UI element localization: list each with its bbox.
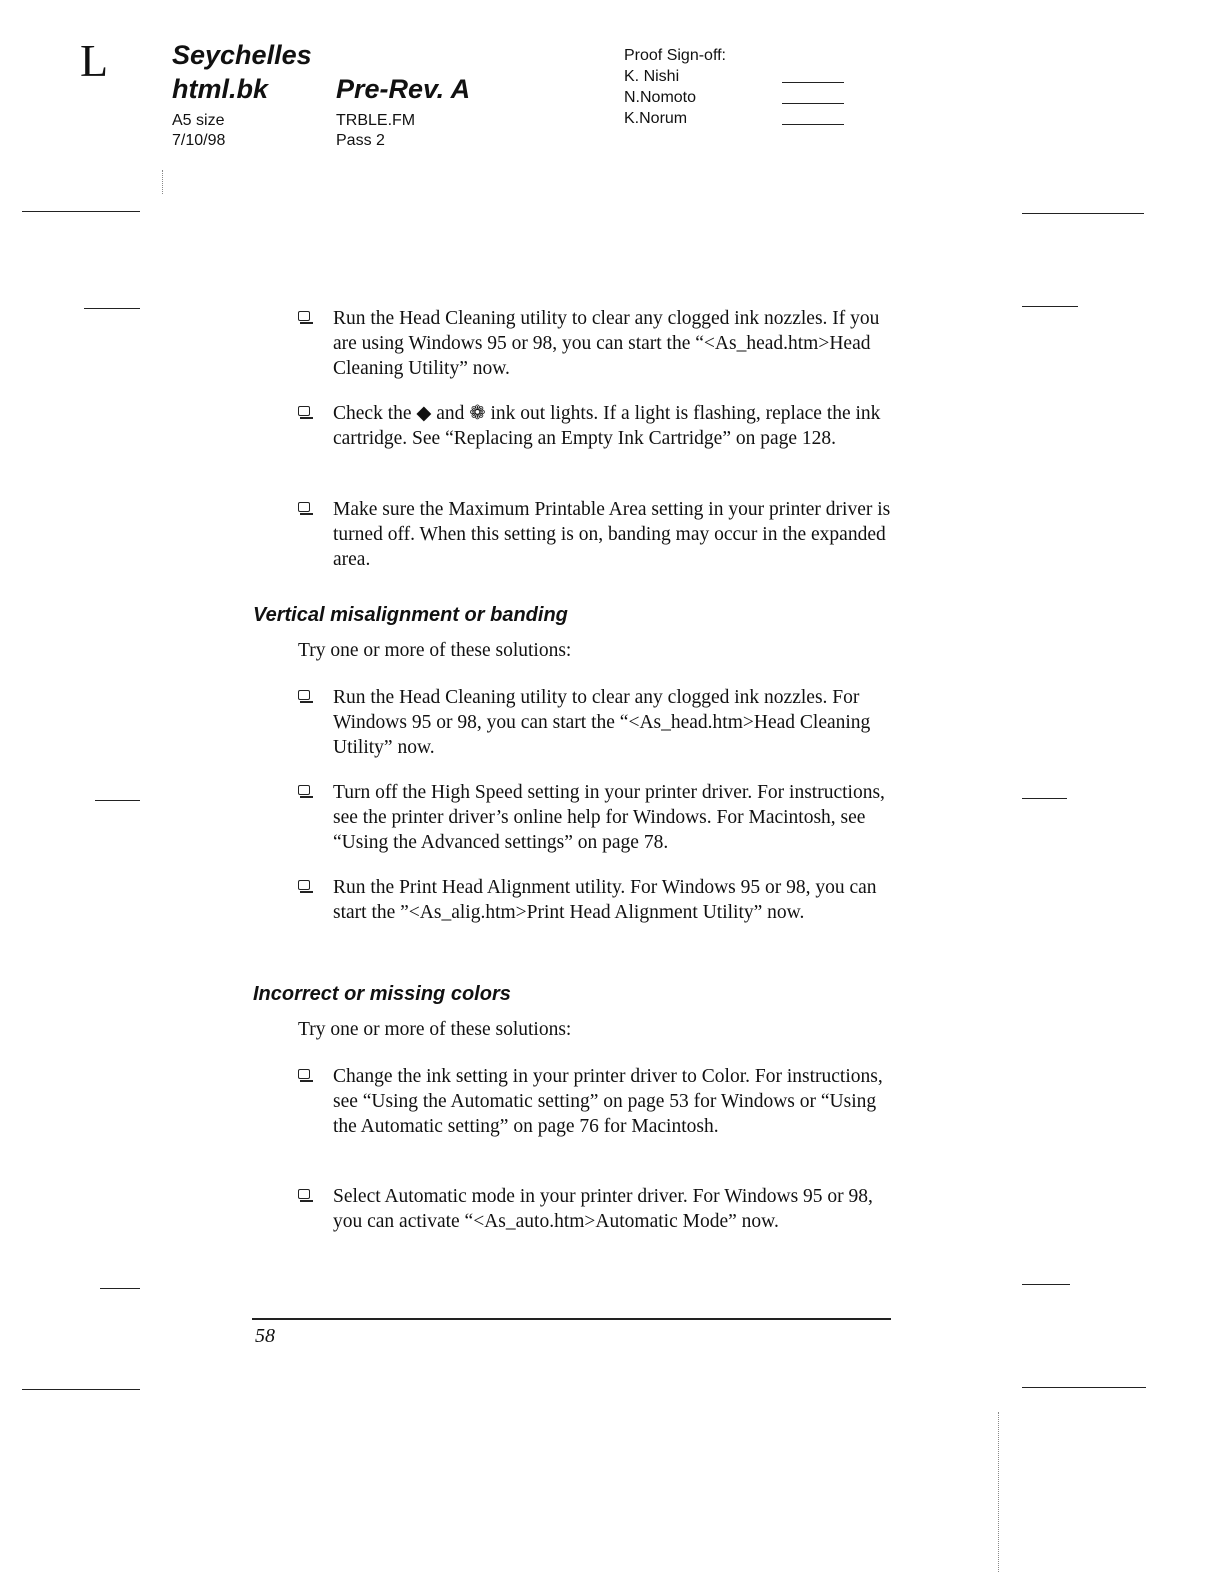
- revision-label: Pre-Rev. A: [336, 74, 471, 104]
- reviewer: N.Nomoto: [624, 89, 697, 106]
- section-intro: Try one or more of these solutions:: [298, 1019, 572, 1040]
- crop-mark: [1022, 213, 1144, 214]
- crop-mark: [95, 800, 140, 801]
- size-date-block: [172, 111, 225, 151]
- signoff-line: [782, 103, 844, 104]
- checkbox-bullet-icon: [298, 311, 310, 321]
- crop-mark: [1022, 1284, 1070, 1285]
- section-heading: Vertical misalignment or banding: [253, 604, 568, 626]
- page-number: 58: [255, 1325, 275, 1347]
- checkbox-bullet-icon: [298, 785, 310, 795]
- crop-mark: [1022, 1387, 1146, 1388]
- checkbox-bullet-icon: [298, 1189, 310, 1199]
- crop-mark: [22, 211, 140, 212]
- list-item-text: Check the ◆ and ❁ ink out lights. If a light is flashing, replace the ink cartridge. See “Replacing an Empty Ink Cartridge” on page 128.: [333, 403, 881, 449]
- list-item-text: Select Automatic mode in your printer driver. For Windows 95 or 98, you can activate “<As_auto.htm>Automatic Mode” now.: [333, 1186, 873, 1232]
- checkbox-bullet-icon: [298, 690, 310, 700]
- list-item-text: Run the Print Head Alignment utility. For Windows 95 or 98, you can start the ”<As_alig.htm>Print Head Alignment Utility” now.: [333, 877, 877, 923]
- list-item-text: Run the Head Cleaning utility to clear any clogged ink nozzles. If you are using Windows 95 or 98, you can start the “<As_head.htm>Head Cleaning Utility” now.: [333, 308, 880, 379]
- pass-number: Pass 2: [336, 132, 385, 149]
- checkbox-bullet-icon: [298, 406, 310, 416]
- page-size: A5 size: [172, 112, 225, 129]
- file-pass-block: [336, 111, 415, 151]
- crop-mark-letter: L: [80, 35, 109, 86]
- checkbox-bullet-icon: [298, 1069, 310, 1079]
- section-intro: Try one or more of these solutions:: [298, 640, 572, 661]
- print-date: 7/10/98: [172, 132, 226, 149]
- checkbox-bullet-icon: [298, 502, 310, 512]
- crop-mark: [1022, 798, 1067, 799]
- signoff-line: [782, 124, 844, 125]
- crop-mark: [998, 1412, 999, 1572]
- frame-file: TRBLE.FM: [336, 112, 416, 129]
- book-title: Seychelles: [172, 40, 312, 70]
- list-item-text: Turn off the High Speed setting in your printer driver. For instructions, see the printer driver’s online help for Windows. For Macintosh, see “Using the Advanced settings” on page 78.: [333, 782, 885, 853]
- crop-mark: [84, 308, 140, 309]
- signoff-line: [782, 82, 844, 83]
- proof-signoff: [624, 45, 726, 129]
- list-item-text: Change the ink setting in your printer driver to Color. For instructions, see “Using the Automatic setting” on page 53 for Windows or “Using the Automatic setting” on page 76 for Macintosh.: [333, 1066, 883, 1137]
- crop-mark: [100, 1288, 140, 1289]
- footer-rule: [252, 1318, 891, 1320]
- crop-mark: [162, 170, 163, 194]
- section-heading: Incorrect or missing colors: [253, 983, 511, 1005]
- list-item-text: Make sure the Maximum Printable Area setting in your printer driver is turned off. When this setting is on, banding may occur in the expanded area.: [333, 499, 891, 570]
- crop-mark: [22, 1389, 140, 1390]
- reviewer: K.Norum: [624, 110, 688, 127]
- proof-title: Proof Sign-off:: [624, 47, 726, 64]
- checkbox-bullet-icon: [298, 880, 310, 890]
- crop-mark: [1022, 306, 1078, 307]
- book-file: html.bk: [172, 74, 269, 104]
- list-item-text: Run the Head Cleaning utility to clear any clogged ink nozzles. For Windows 95 or 98, you can start the “<As_head.htm>Head Cleaning Utility” now.: [333, 687, 871, 758]
- reviewer: K. Nishi: [624, 68, 680, 85]
